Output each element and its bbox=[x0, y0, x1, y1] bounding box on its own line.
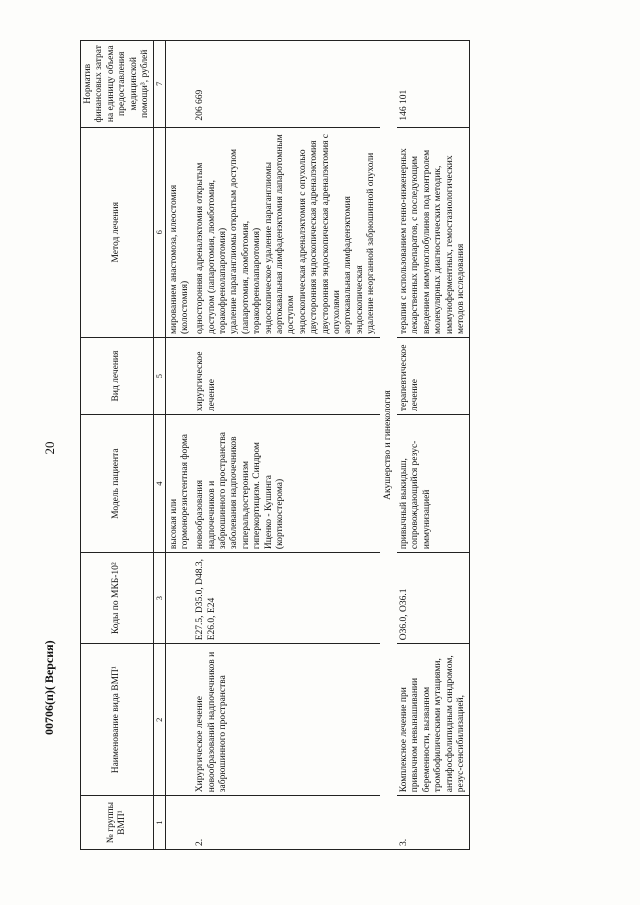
table-row-2 bbox=[193, 41, 379, 850]
header-vmp-name: Наименование вида ВМП¹ bbox=[81, 644, 154, 796]
column-number: 2 bbox=[154, 644, 165, 796]
row3-method: терапия с использованием генно-инженерных лекарственных препаратов, с последующим введением иммуноглобулинов под контролем молекулярных диагностических методик, иммуноферментных, гемостазиологических методов исследования bbox=[397, 127, 470, 337]
method-item: двусторонняя эндоскопическая адреналэктомия bbox=[309, 140, 320, 334]
method-item: двусторонняя эндоскопическая адреналэктомия с опухолями bbox=[320, 133, 342, 334]
row3-type: терапевтическое лечение bbox=[397, 337, 470, 414]
continuation-model: высокая или гормонорезистентная форма bbox=[165, 415, 193, 553]
column-number: 3 bbox=[154, 553, 165, 644]
method-item: аортокавальная лимфаденэктомия лапаротомным доступом bbox=[275, 134, 297, 334]
section-row bbox=[380, 41, 397, 850]
table-row-3 bbox=[397, 41, 470, 850]
footer-document-code: 00706(п)( Версия) bbox=[42, 640, 56, 735]
row2-model: новообразования надпочечников и забрюшинного пространства заболевания надпочечников гиперальдостеронизм гиперкортицизм. Синдром Иценко - Кушинга (кортикостерома) bbox=[193, 415, 379, 553]
continuation-row bbox=[165, 41, 193, 850]
method-item: эндоскопическая адреналэктомия с опухолью bbox=[297, 149, 308, 334]
page-number: 20 bbox=[42, 441, 57, 455]
row2-methods bbox=[193, 127, 379, 337]
method-item: удаление неорганной забрюшинной опухоли bbox=[366, 152, 377, 334]
header-row bbox=[81, 41, 154, 850]
header-treatment-method: Метод лечения bbox=[81, 127, 154, 337]
header-group-number: № группы ВМП¹ bbox=[81, 796, 154, 850]
column-number: 4 bbox=[154, 415, 165, 553]
column-number-row bbox=[154, 41, 165, 850]
method-item: аортокавальная лимфаденэктомия эндоскопическая bbox=[343, 196, 365, 334]
column-number: 1 bbox=[154, 796, 165, 850]
header-treatment-type: Вид лечения bbox=[81, 337, 154, 414]
section-title: Акушерство и гинекология bbox=[380, 41, 397, 850]
row3-cost-norm: 146 101 bbox=[397, 41, 470, 128]
header-cost-norm: Норматив финансовых затрат на единицу объема предоставления медицинской помощи³, рублей bbox=[81, 41, 154, 128]
method-item: удаление параганглиомы открытым доступом (лапаротомия, люмботомия, торакофренолапаротомия) bbox=[229, 149, 263, 334]
row3-number: 3. bbox=[397, 796, 470, 850]
row3-codes: O36.0, O36.1 bbox=[397, 553, 470, 644]
method-item: эндоскопическое удаление параганглиомы bbox=[263, 162, 274, 334]
row3-name: Комплексное лечение при привычном невынашивании беременности, вызванном тромбофилическими мутациями, антифосфолипидным синдромом, резус-сенсибилизацией, bbox=[397, 644, 470, 796]
column-number: 6 bbox=[154, 127, 165, 337]
column-number: 5 bbox=[154, 337, 165, 414]
column-number: 7 bbox=[154, 41, 165, 128]
continuation-method: мированием анастомоза, илеостомия (колостомия) bbox=[165, 127, 193, 337]
header-patient-model: Модель пациента bbox=[81, 415, 154, 553]
vmp-table bbox=[80, 40, 470, 850]
row3-model: привычный выкидыш, сопровождающийся резус-иммунизацией bbox=[397, 415, 470, 553]
rotated-table-sheet bbox=[80, 40, 610, 850]
method-item: односторонняя адреналэктомия открытым доступом (лапаротомия, люмботомия, торакофренолапаротомия) bbox=[195, 162, 229, 334]
header-icd-codes: Коды по МКБ-10² bbox=[81, 553, 154, 644]
row2-type: хирургическое лечение bbox=[193, 337, 379, 414]
row2-name: Хирургическое лечение новообразований надпочечников и забрюшинного пространства bbox=[193, 644, 379, 796]
row2-number: 2. bbox=[193, 796, 379, 850]
row2-cost-norm: 206 669 bbox=[193, 41, 379, 128]
row2-codes: E27.5, D35.0, D48.3, E26.0, E24 bbox=[193, 553, 379, 644]
